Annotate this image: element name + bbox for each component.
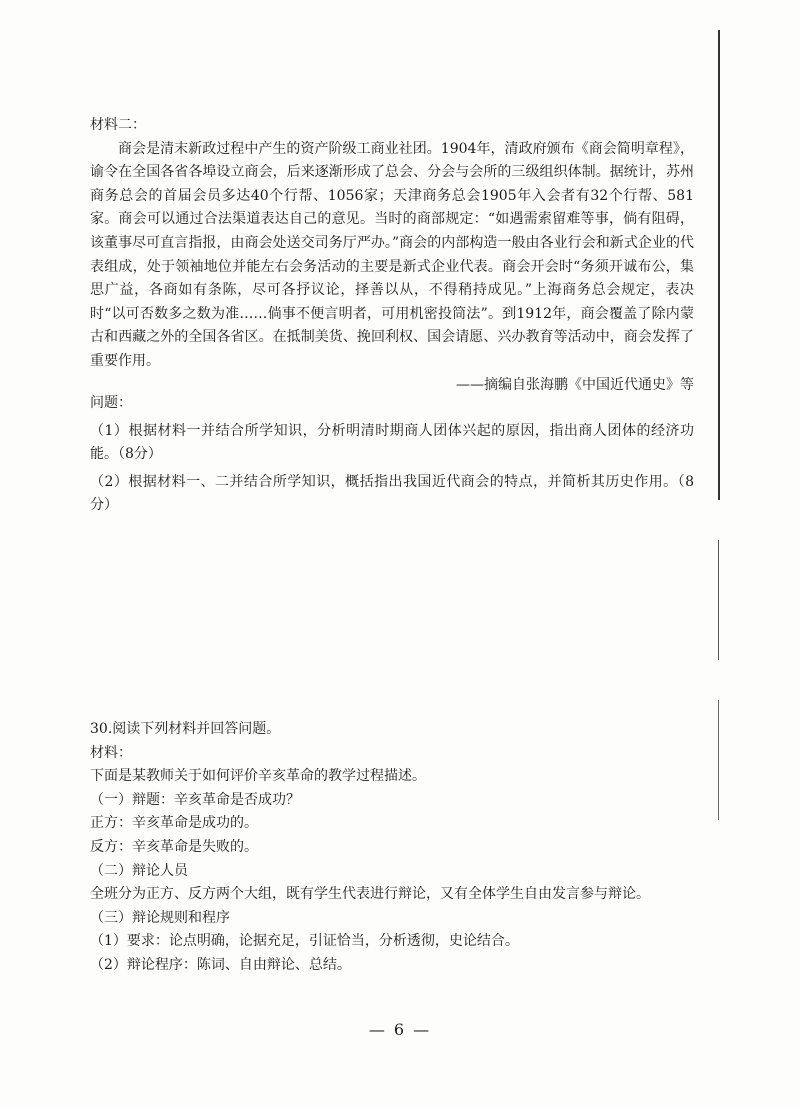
con-side-statement: 反方：辛亥革命是失败的。 [90,838,258,855]
question-30-title: 30.阅读下列材料并回答问题。 [90,721,281,737]
scan-edge-line [718,30,720,500]
question-30-section [90,718,694,978]
page-number: — 6 — [368,1020,432,1039]
question-30-material-label: 材料： [90,744,132,761]
pro-side-statement: 正方：辛亥革命是成功的。 [90,815,258,832]
section-two-heading: （二）辩论人员 [90,862,188,879]
scan-edge-line [718,700,719,820]
questions-heading: 问题： [90,395,132,411]
question-2: （2）根据材料一、二并结合所学知识，概括指出我国近代商会的特点，并简析其历史作用。（8分） [90,473,694,514]
section-three-heading: （三）辩论规则和程序 [90,909,230,926]
rule-2: （2）辩论程序：陈词、自由辩论、总结。 [90,956,351,973]
questions-section [90,392,694,518]
rule-1: （1）要求：论点明确，论据充足，引证恰当，分析透彻，史论结合。 [90,933,519,950]
question-30-intro: 下面是某教师关于如何评价辛亥革命的教学过程描述。 [90,768,426,785]
scan-edge-line [718,540,719,660]
question-1: （1）根据材料一并结合所学知识，分析明清时期商人团体兴起的原因，指出商人团体的经济功能。（8分） [90,422,694,463]
material-two-heading: 材料二： [90,117,146,133]
section-one-heading: （一）辩题：辛亥革命是否成功？ [90,791,300,808]
material-two-section [90,114,694,397]
material-two-source: ——摘编自张海鹏《中国近代通史》等 [456,376,694,393]
section-two-body: 全班分为正方、反方两个大组，既有学生代表进行辩论，又有全体学生自由发言参与辩论。 [90,886,650,903]
material-two-body: 商会是清末新政过程中产生的资产阶级工商业社团。1904年，清政府颁布《商会简明章程》，谕令在全国各省各埠设立商会，后来逐渐形成了总会、分会与会所的三级组织体制。据统计，苏州商务总会的首届会员多达40个行帮、1056家；天津商务总会1905年入会者有32个行帮、581家。商会可以通过合法渠道表达自己的意见。当时的商部规定：“如遇需索留难等事，倘有阻碍，该董事尽可直言指报，由商会处送交司务厅严办。”商会的内部构造一般由各业行会和新式企业的代表组成，处于领袖地位并能左右会务活动的主要是新式企业代表。商会开会时“务须开诚布公，集思广益，各商如有条陈，尽可各抒议论，择善以从，不得稍持成见。”上海商务总会规定，表决时“以可否数多之数为准……倘事不便言明者，可用机密投筒法”。到1912年，商会覆盖了除内蒙古和西藏之外的全国各省区。在抵制美货、挽回利权、国会请愿、兴办教育等活动中，商会发挥了重要作用。 [90,140,694,369]
